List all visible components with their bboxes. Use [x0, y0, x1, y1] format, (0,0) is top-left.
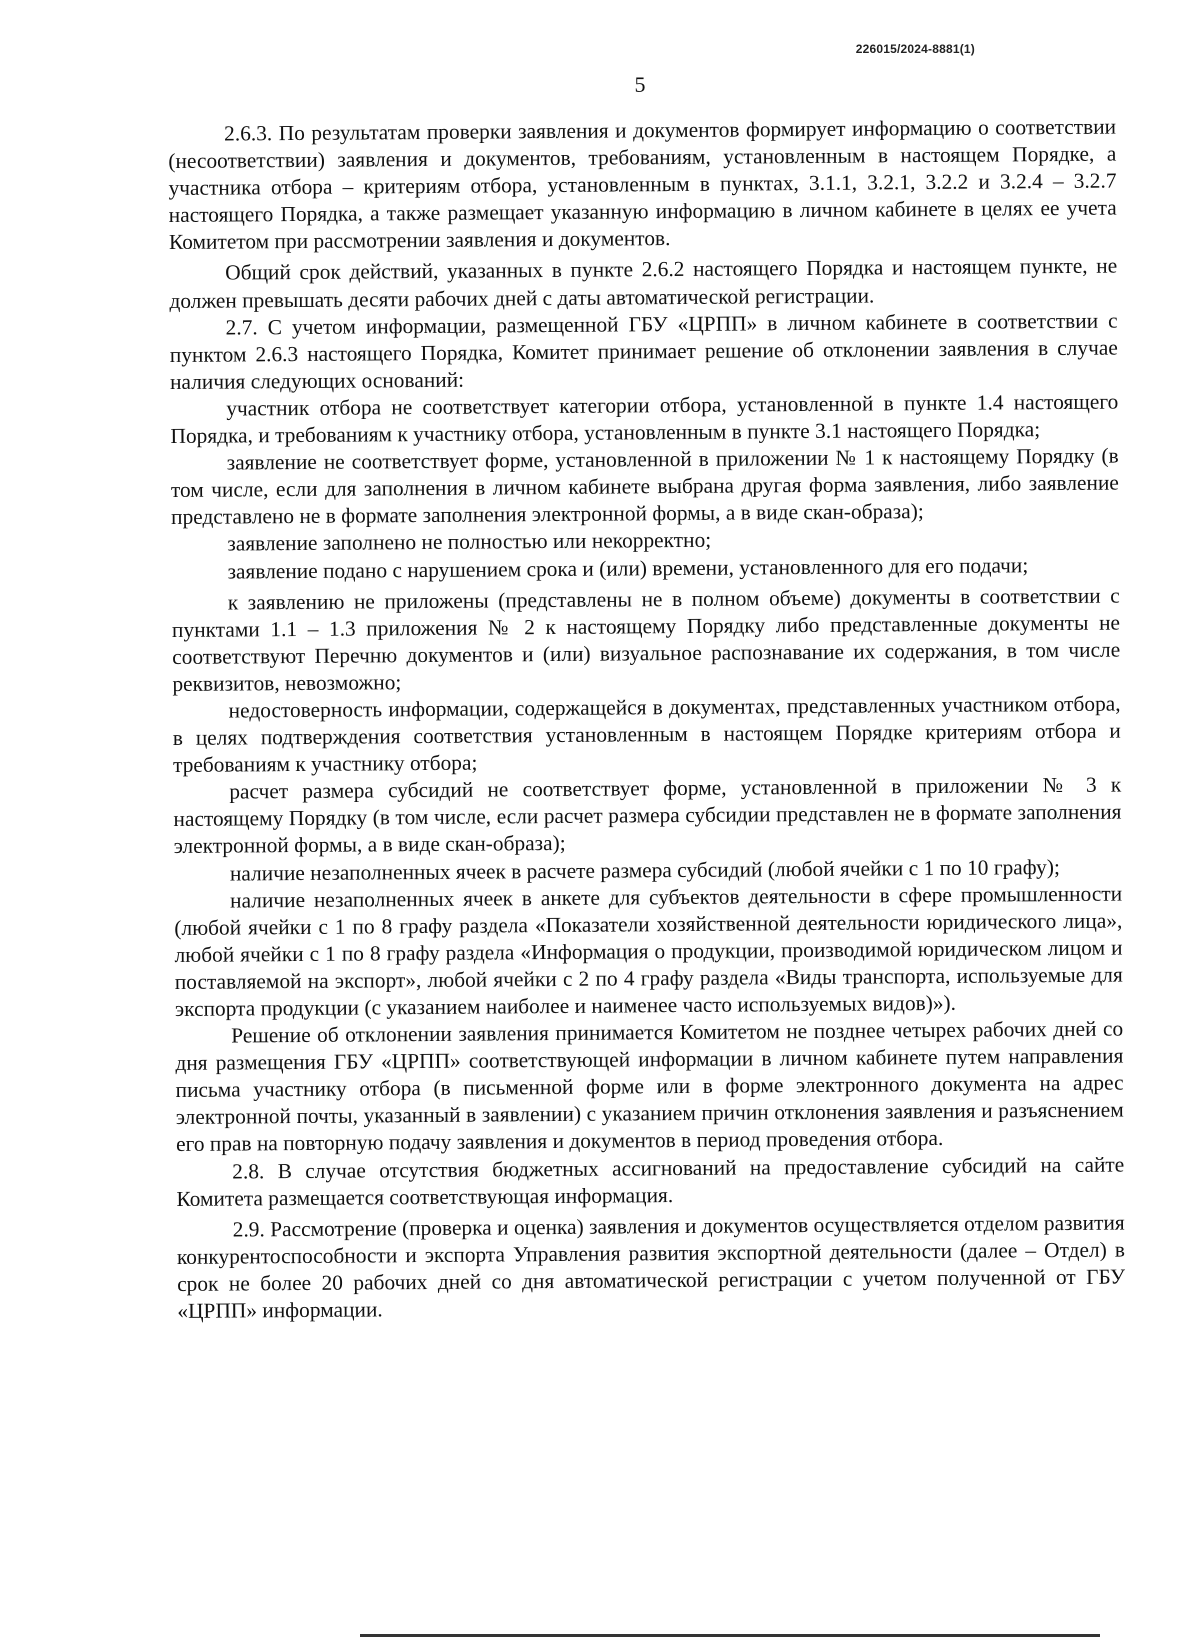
paragraph-2-7: 2.7. С учетом информации, размещенной ГБУ «ЦРПП» в личном кабинете в соответствии с пунктом 2.6.3 настоящего Порядка, Комитет принимает решение об отклонении заявления в случае наличия следующих оснований: [169, 308, 1118, 394]
paragraph-2-9: 2.9. Рассмотрение (проверка и оценка) заявления и документов осуществляется отделом развития конкурентоспособности и экспорта Управления развития экспортной деятельности (далее – Отдел) в срок не более 20 рабочих дней со дня автоматической регистрации с учетом полученной от ГБУ «ЦРПП» информации. [176, 1210, 1126, 1323]
list-item-unreliable-information: недостоверность информации, содержащейся в документах, представленных участником отбора, в целях подтверждения соответствия установленным в настоящем Порядке критериям отбора и требованиям к участнику отбора; [172, 691, 1121, 778]
paragraph-general-term: Общий срок действий, указанных в пункте 2.6.2 настоящего Порядка и настоящем пункте, не должен превышать десяти рабочих дней с даты автоматической регистрации. [169, 254, 1118, 313]
list-item-category-mismatch: участник отбора не соответствует категории отбора, установленной в пункте 1.4 настоящего Порядка, и требованиям к участнику отбора, установленным в пункте 3.1 настоящего Порядка; [170, 389, 1119, 449]
list-item-missing-documents: к заявлению не приложены (представлены не в полном объеме) документы в соответствии с пунктами 1.1 – 1.3 приложения № 2 к настоящему Порядку либо представленные документы не соответствуют Перечню документов и (или) визуальное распознавание их содержания, в том числе реквизитов, невозможно; [171, 583, 1121, 696]
list-item-calculation-form-mismatch: расчет размера субсидий не соответствует форме, установленной в приложении № 3 к настоящему Порядку (в том числе, если расчет размера субсидии представлен не в формате заполнения электронной формы, а в виде скан-образа); [173, 772, 1122, 859]
page-number: 5 [634, 72, 646, 97]
list-item-empty-questionnaire-cells: наличие незаполненных ячеек в анкете для субъектов деятельности в сфере промышленности (любой ячейки с 1 по 8 графу раздела «Показатели хозяйственной деятельности юридического лица», любой ячейки с 1 по 8 графу раздела «Информация о продукции, производимой юридическом лицом и поставляемой на экспорт», любой ячейки с 2 по 4 графу раздела «Виды транспорта, используемые для экспорта продукции (с указанием наиболее и наименее часто используемых видов)»). [174, 881, 1123, 1021]
document-registration-number: 226015/2024-8881(1) [855, 42, 975, 56]
list-item-deadline-violation: заявление подано с нарушением срока и (или) времени, установленного для его подачи; [227, 552, 1029, 584]
list-item-form-mismatch: заявление не соответствует форме, установленной в приложении № 1 к настоящему Порядку (в том числе, если для заполнения в личном кабинете выбрана другая форма заявления, либо заявление представлено не в формате заполнения электронной формы, а в виде скан-образа); [170, 443, 1119, 530]
paragraph-rejection-decision: Решение об отклонении заявления принимается Комитетом не позднее четырех рабочих дней со дня размещения ГБУ «ЦРПП» соответствующей информации в личном кабинете путем направления письма участнику отбора (в письменной форме или в форме электронного документа на адрес электронной почты, указанный в заявлении) с указанием причин отклонения заявления и разъяснением его прав на повторную подачу заявления и документов в период проведения отбора. [175, 1016, 1124, 1157]
bottom-scan-edge-line [360, 1634, 1100, 1637]
document-body [168, 114, 1125, 1326]
paragraph-2-8: 2.8. В случае отсутствия бюджетных ассигнований на предоставление субсидий на сайте Комитета размещается соответствующая информация. [176, 1152, 1125, 1211]
list-item-incomplete-application: заявление заполнено не полностью или некорректно; [227, 528, 712, 556]
paragraph-2-6-3: 2.6.3. По результатам проверки заявления и документов формирует информацию о соответствии (несоответствии) заявления и документов, требованиям, установленным в настоящем Порядке, а участника отбора – критериям отбора, установленным в пунктах, 3.1.1, 3.2.1, 3.2.2 и 3.2.4 – 3.2.7 настоящего Порядка, а также размещает указанную информацию в личном кабинете в целях ее учета Комитетом при рассмотрении заявления и документов. [168, 114, 1117, 255]
list-item-empty-calculation-cells: наличие незаполненных ячеек в расчете размера субсидий (любой ячейки с 1 по 10 графу); [229, 854, 1060, 886]
